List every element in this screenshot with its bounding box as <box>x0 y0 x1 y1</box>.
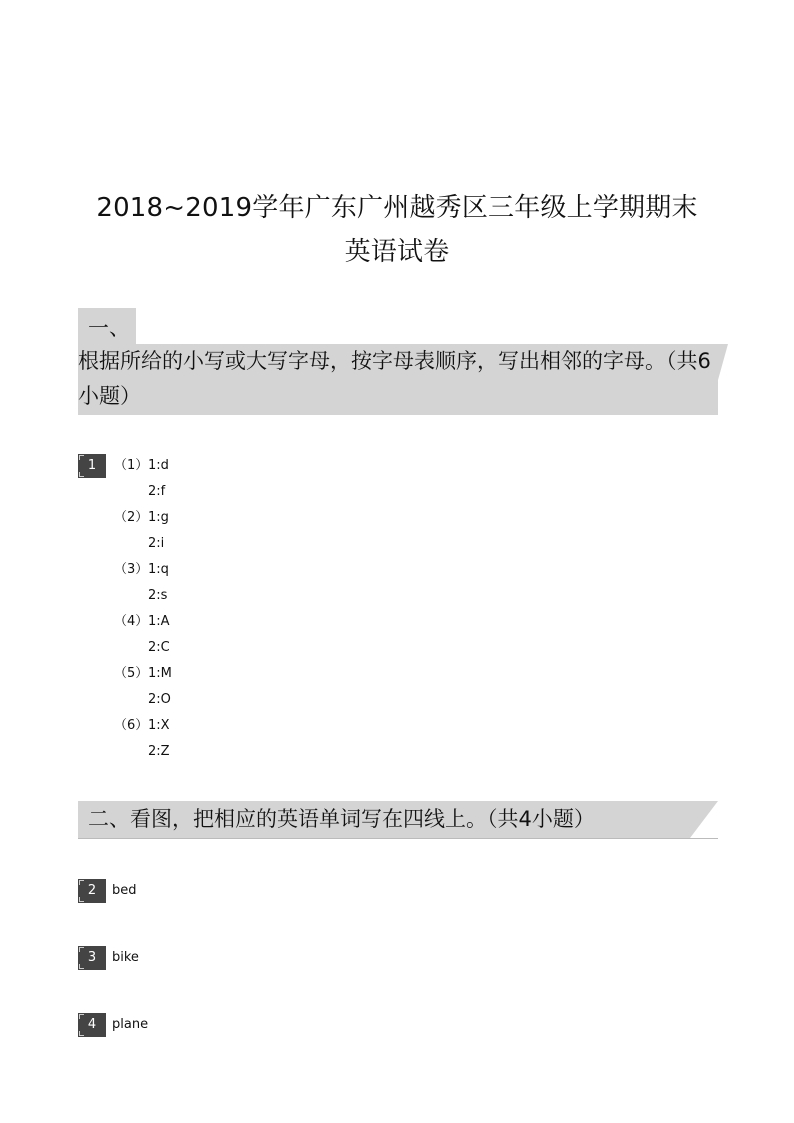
item-label: （6） <box>114 718 149 733</box>
item-answer-b: 2:i <box>148 536 165 551</box>
section-1-number: 一、 <box>88 316 130 340</box>
item-answer-a: 1:A <box>148 614 170 629</box>
question-2-answer: bed <box>112 883 137 898</box>
section-1-heading: 根据所给的小写或大写字母，按字母表顺序，写出相邻的字母。（共6小题） <box>78 349 711 408</box>
section-2-header-slant <box>690 801 718 838</box>
page-title <box>60 186 734 274</box>
item-label: （2） <box>114 510 149 525</box>
section-2-underline <box>78 838 718 839</box>
item-answer-a: 1:d <box>148 458 169 473</box>
item-answer-a: 1:M <box>148 666 172 681</box>
question-1-badge: 1 <box>78 454 106 478</box>
item-label: （3） <box>114 562 149 577</box>
question-3-badge: 3 <box>78 946 106 970</box>
question-2-badge: 2 <box>78 879 106 903</box>
item-answer-a: 1:g <box>148 510 169 525</box>
item-answer-b: 2:Z <box>148 744 170 759</box>
page-title-line-2: 英语试卷 <box>344 237 450 267</box>
page-title-line-1: 2018~2019学年广东广州越秀区三年级上学期期末 <box>96 193 698 223</box>
item-label: （5） <box>114 666 149 681</box>
item-answer-b: 2:C <box>148 640 170 655</box>
question-4-badge: 4 <box>78 1013 106 1037</box>
item-answer-a: 1:X <box>148 718 170 733</box>
item-answer-b: 2:O <box>148 692 171 707</box>
item-label: （1） <box>114 458 149 473</box>
item-answer-a: 1:q <box>148 562 169 577</box>
item-answer-b: 2:f <box>148 484 166 499</box>
item-label: （4） <box>114 614 149 629</box>
section-1-number-tab <box>78 308 136 344</box>
section-2-heading: 二、看图，把相应的英语单词写在四线上。（共4小题） <box>88 807 595 831</box>
question-4-answer: plane <box>112 1017 149 1032</box>
item-answer-b: 2:s <box>148 588 168 603</box>
question-3-answer: bike <box>112 950 139 965</box>
